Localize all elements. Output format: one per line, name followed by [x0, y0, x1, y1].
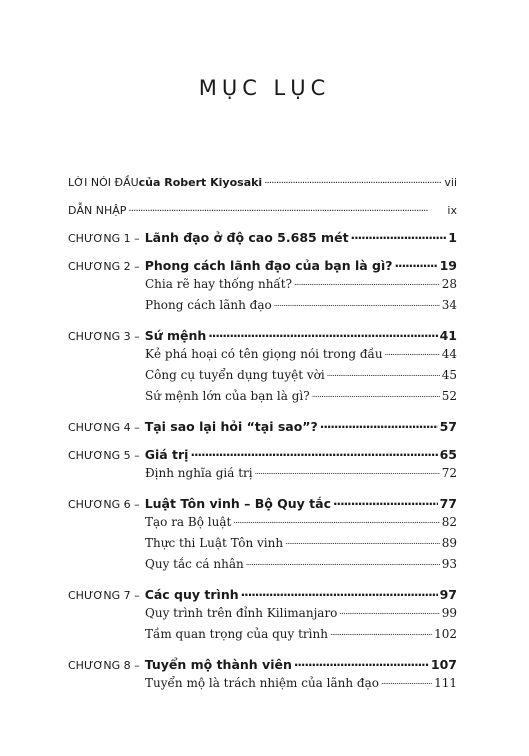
toc-section[interactable] — [68, 627, 457, 648]
chapter-title: Các quy trình — [144, 587, 239, 602]
toc-section[interactable] — [68, 515, 457, 536]
toc-section[interactable] — [68, 389, 457, 410]
toc-page-number: 44 — [441, 347, 457, 361]
dot-leader — [395, 255, 438, 271]
dot-leader — [246, 557, 440, 568]
toc-page-number: 77 — [439, 496, 457, 511]
toc-page-number: 82 — [441, 515, 457, 529]
chapter-title: Giá trị — [144, 447, 189, 462]
section-title: Quy trình trên đỉnh Kilimanjaro — [145, 606, 338, 620]
section-title: Định nghĩa giá trị — [145, 466, 253, 480]
toc-page-number: 102 — [434, 627, 457, 641]
chapter-title: Tại sao lại hỏi “tại sao”? — [144, 419, 318, 434]
toc-section[interactable] — [68, 557, 457, 578]
dot-leader — [294, 654, 429, 670]
dot-leader — [333, 493, 438, 509]
section-title: Công cụ tuyển dụng tuyệt vời — [145, 368, 325, 382]
toc-entry-author: của Robert Kiyosaki — [138, 176, 263, 189]
toc-chapter-5[interactable] — [68, 444, 457, 466]
section-title: Sứ mệnh lớn của bạn là gì? — [145, 389, 310, 403]
dot-leader — [385, 347, 440, 358]
chapter-label: CHƯƠNG 1 – — [68, 232, 140, 245]
toc-section[interactable] — [68, 536, 457, 557]
chapter-label: CHƯƠNG 2 – — [68, 260, 140, 273]
page-title: MỤC LỤC — [198, 76, 331, 100]
toc-section[interactable] — [68, 676, 457, 697]
section-title: Tầm quan trọng của quy trình — [145, 627, 328, 641]
chapter-title: Tuyển mộ thành viên — [144, 657, 292, 672]
dot-leader — [294, 277, 440, 288]
chapter-title: Phong cách lãnh đạo của bạn là gì? — [144, 258, 393, 273]
toc-chapter-3[interactable] — [68, 325, 457, 347]
chapter-label: CHƯƠNG 6 – — [68, 498, 140, 511]
dot-leader — [312, 389, 440, 400]
chapter-label: CHƯƠNG 4 – — [68, 421, 140, 434]
section-title: Thực thi Luật Tôn vinh — [145, 536, 284, 550]
toc-chapter-2[interactable] — [68, 255, 457, 277]
dot-leader — [327, 368, 440, 379]
toc-page-number: 19 — [439, 258, 457, 273]
dot-leader — [241, 584, 438, 600]
dot-leader — [339, 606, 439, 617]
toc-chapter-6[interactable] — [68, 493, 457, 515]
toc-section[interactable] — [68, 298, 457, 319]
dot-leader — [274, 298, 440, 309]
chapter-label: CHƯƠNG 7 – — [68, 589, 140, 602]
toc-page-number: 57 — [439, 419, 457, 434]
toc-page-number: 41 — [439, 328, 457, 343]
toc-page-number: 28 — [441, 277, 457, 291]
section-title: Phong cách lãnh đạo — [145, 298, 272, 312]
chapter-title: Lãnh đạo ở độ cao 5.685 mét — [144, 230, 349, 245]
chapter-title: Luật Tôn vinh – Bộ Quy tắc — [144, 496, 332, 511]
toc-section[interactable] — [68, 368, 457, 389]
dot-leader — [330, 627, 432, 638]
toc-section[interactable] — [68, 347, 457, 368]
dot-leader — [264, 171, 442, 187]
section-title: Kẻ phá hoại có tên giọng nói trong đầu — [145, 347, 383, 361]
chapter-title: Sứ mệnh — [144, 328, 207, 343]
toc-page-number: 1 — [448, 230, 457, 245]
chapter-label: CHƯƠNG 5 – — [68, 449, 140, 462]
dot-leader — [255, 466, 440, 477]
toc-page-number: 34 — [441, 298, 457, 312]
toc-chapter-1[interactable] — [68, 227, 457, 249]
section-title: Chia rẽ hay thống nhất? — [145, 277, 293, 291]
toc-page-number: vii — [444, 176, 457, 189]
section-title: Tuyển mộ là trách nhiệm của lãnh đạo — [145, 676, 379, 690]
toc-page-number: 93 — [441, 557, 457, 571]
dot-leader — [320, 416, 438, 432]
dot-leader — [190, 444, 437, 460]
dot-leader — [128, 199, 445, 215]
dot-leader — [351, 227, 447, 243]
toc-page-number: 65 — [439, 447, 457, 462]
chapter-label: CHƯƠNG 8 – — [68, 659, 140, 672]
toc-entry-label: LỜI NÓI ĐẦU — [68, 176, 139, 189]
dot-leader — [285, 536, 440, 547]
toc-entry-introduction[interactable] — [68, 199, 457, 221]
dot-leader — [381, 676, 432, 687]
toc-page-number: 52 — [441, 389, 457, 403]
toc-chapter-8[interactable] — [68, 654, 457, 676]
toc-page-number: 89 — [441, 536, 457, 550]
toc-entry-label: DẪN NHẬP — [68, 204, 127, 217]
toc-page-number: 107 — [430, 657, 457, 672]
dot-leader — [208, 325, 437, 341]
toc-section[interactable] — [68, 606, 457, 627]
toc-section[interactable] — [68, 277, 457, 298]
toc-page-number: 97 — [439, 587, 457, 602]
toc-page-number: 72 — [441, 466, 457, 480]
table-of-contents — [68, 171, 457, 697]
toc-page-number: ix — [447, 204, 457, 217]
toc-chapter-7[interactable] — [68, 584, 457, 606]
toc-chapter-4[interactable] — [68, 416, 457, 438]
section-title: Quy tắc cá nhân — [145, 557, 244, 571]
toc-entry-preface[interactable] — [68, 171, 457, 193]
toc-page-number: 111 — [434, 676, 457, 690]
section-title: Tạo ra Bộ luật — [145, 515, 232, 529]
chapter-label: CHƯƠNG 3 – — [68, 330, 140, 343]
toc-page-number: 45 — [441, 368, 457, 382]
toc-section[interactable] — [68, 466, 457, 487]
toc-page-number: 99 — [441, 606, 457, 620]
dot-leader — [233, 515, 439, 526]
